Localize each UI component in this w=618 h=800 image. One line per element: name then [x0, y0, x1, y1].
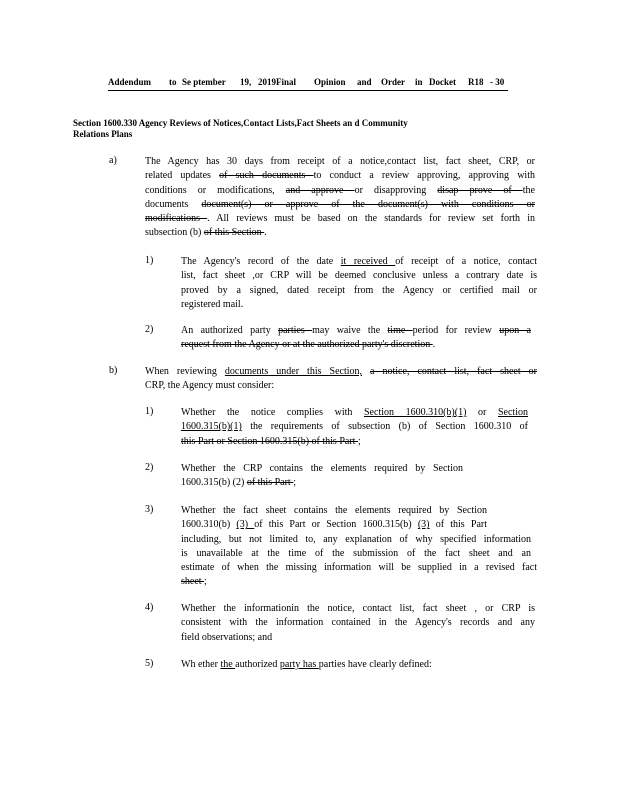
text-run: authorized — [235, 659, 280, 670]
struck-text: of this Part — [246, 477, 294, 489]
text-run: is unavailable at the time of the submission of the fact sheet and an — [181, 547, 531, 559]
text-run: Whether the notice complies with — [181, 407, 364, 418]
struck-text: upon a — [499, 325, 531, 336]
header-word: and — [357, 77, 372, 87]
item-label-b4: 4) — [145, 602, 154, 613]
text-line — [145, 379, 537, 393]
text-run: to conduct a review approving, approving with — [313, 170, 535, 182]
text-run: Whether the fact sheet contains the elements required by Section — [181, 505, 487, 516]
text-run: field observations; and — [181, 631, 273, 643]
subsection-label-a: a) — [109, 155, 117, 166]
struck-text: request from the Agency or at the authorized party's discretion — [181, 339, 433, 351]
section-title-line-2: Relations Plans — [73, 129, 133, 139]
header-word: Opinion — [314, 77, 346, 87]
text-line — [181, 575, 537, 589]
header-word: in — [415, 77, 423, 87]
item-b5-text — [181, 658, 481, 672]
text-run: Whether the informationin the notice, contact list, fact sheet , or CRP is — [181, 603, 535, 614]
struck-text: time — [387, 325, 413, 336]
header-word: Se ptember — [182, 77, 226, 87]
text-run: 1600.315(b) (2) — [181, 477, 247, 489]
item-b3-text — [181, 504, 537, 590]
text-line — [181, 255, 537, 269]
text-line — [181, 504, 487, 518]
item-label-a1: 1) — [145, 255, 154, 266]
text-run: documents — [145, 198, 202, 210]
item-label-b3: 3) — [145, 504, 154, 515]
item-a1-text — [181, 255, 537, 312]
text-run: Wh ether — [181, 659, 221, 670]
text-line — [145, 155, 535, 169]
text-run: or — [466, 407, 498, 418]
underlined-text: Section — [497, 407, 528, 418]
header-word: 19, — [240, 77, 252, 87]
underlined-text: party has — [279, 659, 319, 670]
struck-text: parties — [278, 325, 313, 336]
subsection-b-text — [145, 365, 537, 394]
text-run: Whether the CRP contains the elements required by Section — [181, 463, 463, 474]
item-b4-text — [181, 602, 535, 645]
text-line — [145, 169, 535, 183]
text-run: conditions or modifications, — [145, 184, 286, 196]
text-run: ; — [293, 477, 296, 489]
text-run: When reviewing — [145, 366, 225, 377]
text-line — [145, 184, 535, 198]
text-run: CRP, the Agency must consider: — [145, 380, 275, 392]
underlined-text: it received — [340, 256, 396, 267]
text-run: may waive the — [312, 325, 388, 336]
text-run: subsection (b) — [145, 227, 204, 239]
text-run: An authorized party — [181, 325, 279, 336]
text-run: 1600.310(b) — [181, 519, 237, 531]
subsection-label-b: b) — [109, 365, 118, 376]
text-line — [181, 533, 531, 547]
header-word: 2019Final — [258, 77, 297, 87]
header-word: - 30 — [490, 77, 505, 87]
text-line — [181, 435, 528, 449]
text-line — [145, 365, 537, 379]
text-line — [181, 284, 537, 298]
item-label-b5: 5) — [145, 658, 154, 669]
text-run: . — [264, 227, 267, 239]
struck-text: modifications — [145, 213, 208, 225]
text-run: the requirements of subsection (b) of Section 1600.310 of — [241, 421, 528, 433]
item-a2-text — [181, 324, 531, 353]
text-run: including, but not limited to, any explanation of why specified information — [181, 533, 531, 545]
text-line — [181, 658, 481, 672]
text-run: consistent with the information contained in the Agency's records and any — [181, 617, 535, 629]
struck-text: sheet — [181, 576, 205, 588]
struck-text: document(s) or approve of the document(s) with conditions or — [201, 198, 535, 210]
underlined-text: (3) — [236, 519, 255, 531]
underlined-text: documents under this Section, — [224, 366, 363, 377]
section-title-line-1: Section 1600.330 Agency Reviews of Notices,Contact Lists,Fact Sheets an d Community — [73, 118, 408, 128]
item-label-a2: 2) — [145, 324, 154, 335]
text-run: ; — [357, 435, 361, 447]
text-run: of this Part — [429, 519, 488, 531]
text-run: related updates — [145, 170, 220, 182]
text-run: period for review — [412, 325, 500, 336]
text-run: The Agency has 30 days from receipt of a notice,contact list, fact sheet, CRP, or — [145, 156, 535, 167]
text-line — [145, 198, 535, 212]
text-line — [181, 269, 537, 283]
text-line — [181, 518, 487, 532]
text-run: of this Part or Section 1600.315(b) — [254, 519, 418, 531]
text-line — [181, 298, 537, 312]
underlined-text: 1600.315(b)(1) — [181, 421, 242, 433]
struck-text: this Part or Section 1600.315(b) of this Part — [181, 435, 358, 447]
item-label-b1: 1) — [145, 406, 154, 417]
text-line — [145, 212, 535, 226]
text-run: . All reviews must be based on the standards for review set forth in — [207, 213, 535, 225]
struck-text: and approve — [285, 184, 355, 196]
text-line — [181, 338, 531, 352]
underlined-text: the — [220, 659, 236, 670]
text-line — [181, 616, 535, 630]
text-run: parties have clearly defined: — [318, 659, 432, 670]
text-line — [181, 462, 463, 476]
underlined-text: (3) — [417, 519, 430, 531]
item-b2-text — [181, 462, 463, 491]
text-run: list, fact sheet ,or CRP will be deemed conclusive unless a contrary date is — [181, 270, 537, 282]
struck-text: disap prove of — [437, 184, 523, 196]
header-word: Addendum — [108, 77, 152, 87]
header-word: Order — [381, 77, 405, 87]
text-run: The Agency's record of the date — [181, 256, 341, 267]
header-word: to — [169, 77, 177, 87]
subsection-a-text — [145, 155, 535, 241]
item-label-b2: 2) — [145, 462, 154, 473]
struck-text: a notice, contact list, fact sheet or — [370, 366, 537, 377]
text-line — [181, 547, 531, 561]
header-word: R18 — [468, 77, 484, 87]
struck-text: of such documents — [219, 170, 314, 182]
text-run: . — [432, 339, 436, 351]
text-line — [181, 476, 463, 490]
text-run: estimate of when the missing information will be supplied in a revised fact — [181, 562, 537, 574]
header-word: Docket — [429, 77, 456, 87]
text-run: registered mail. — [181, 298, 244, 310]
text-run: ; — [204, 576, 207, 588]
text-line — [181, 420, 528, 434]
text-line — [181, 561, 537, 575]
text-line — [181, 631, 535, 645]
item-b1-text — [181, 406, 528, 449]
text-run: the — [522, 184, 535, 196]
text-run: proved by a signed, dated receipt from the Agency or certified mail or — [181, 284, 537, 296]
page-header — [108, 77, 508, 91]
text-run: or disapproving — [354, 184, 438, 196]
text-line — [181, 406, 528, 420]
text-line — [145, 226, 535, 240]
text-line — [181, 602, 535, 616]
text-line — [181, 324, 531, 338]
text-run: of receipt of a notice, contact — [395, 256, 538, 267]
text-run — [362, 366, 370, 377]
struck-text: of this Section — [203, 227, 265, 239]
underlined-text: Section 1600.310(b)(1) — [364, 407, 467, 418]
